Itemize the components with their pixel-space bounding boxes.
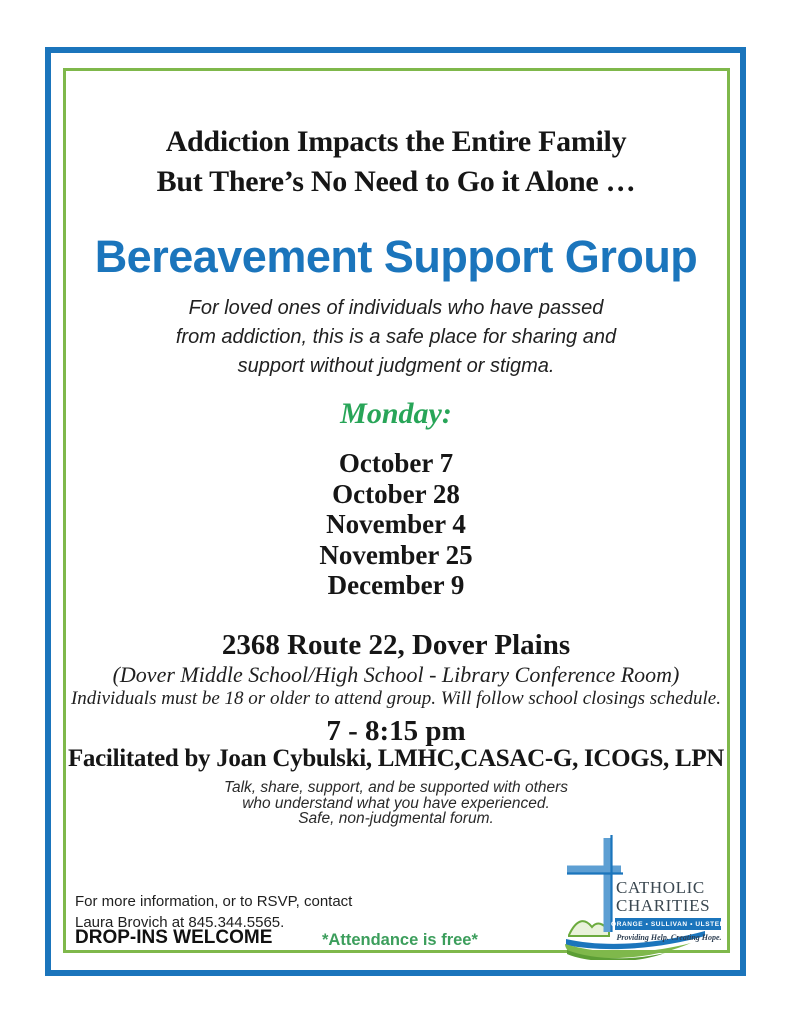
catholic-charities-logo [563, 832, 743, 960]
intro-paragraph [46, 294, 746, 381]
logo-region-text: ORANGE • SULLIVAN • ULSTER [611, 920, 725, 928]
page-title: Bereavement Support Group [94, 231, 698, 282]
session-date: October 28 [332, 478, 460, 509]
attendance-note: *Attendance is free* [322, 931, 478, 949]
session-date: November 25 [319, 539, 473, 570]
contact-line-2: Laura Brovich at 845.344.5565. [75, 914, 285, 931]
hills-shape [569, 921, 609, 936]
intro-line-2: from addiction, this is a safe place for sharing and [175, 326, 617, 348]
logo-org-line-1: CATHOLIC [616, 878, 705, 897]
logo-region-bar [611, 918, 725, 930]
session-date: November 4 [326, 509, 466, 539]
support-line-2: who understand what you have experienced. [242, 794, 550, 812]
session-date: December 9 [327, 570, 465, 600]
support-line-3: Safe, non-judgmental forum. [298, 810, 494, 827]
session-time: 7 - 8:15 pm [326, 715, 466, 747]
facilitator: Facilitated by Joan Cybulski, LMHC,CASAC-G, ICOGS, LPN [67, 745, 725, 772]
day-label: Monday: [340, 397, 452, 430]
contact-line-1: For more information, or to RSVP, contact [75, 893, 353, 910]
headline-line-1: Addiction Impacts the Entire Family [165, 125, 627, 158]
dropins-label: DROP-INS WELCOME [75, 927, 273, 948]
session-dates [46, 448, 746, 601]
address: 2368 Route 22, Dover Plains [221, 629, 571, 661]
location-detail: (Dover Middle School/High School - Library Conference Room) [112, 662, 680, 687]
logo-org-line-2: CHARITIES [616, 896, 711, 915]
headline [46, 122, 746, 202]
intro-line-3: support without judgment or stigma. [237, 355, 555, 377]
age-note: Individuals must be 18 or older to attend group. Will follow school closings schedule. [70, 688, 721, 709]
intro-line-1: For loved ones of individuals who have passed [188, 297, 604, 319]
support-paragraph [46, 780, 746, 827]
headline-line-2: But There’s No Need to Go it Alone … [156, 165, 636, 198]
support-line-1: Talk, share, support, and be supported with others [223, 779, 569, 796]
logo-tagline: Providing Help. Creating Hope. [616, 933, 722, 942]
session-date: October 7 [338, 448, 454, 478]
